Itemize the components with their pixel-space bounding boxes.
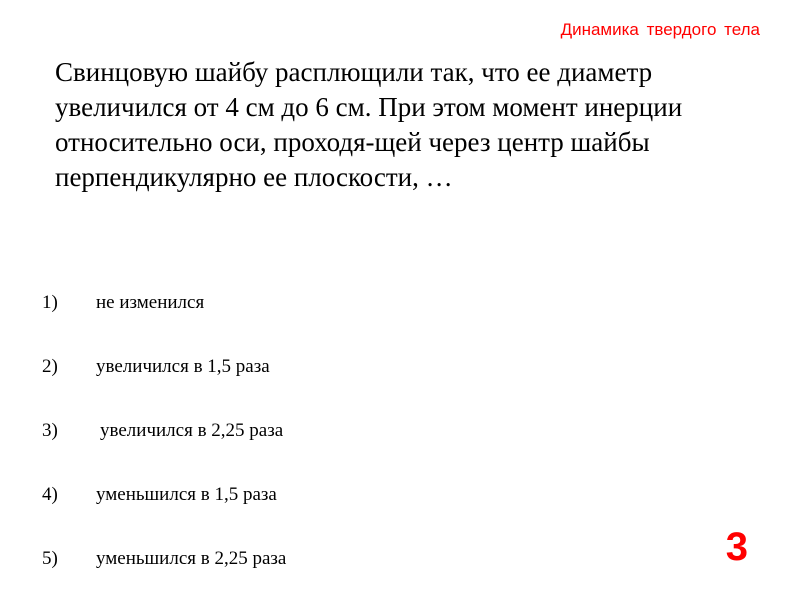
option-number: 3) <box>42 420 58 441</box>
option-text: не изменился <box>96 292 205 313</box>
option-text: уменьшился в 1,5 раза <box>96 484 277 505</box>
answer-option-5 <box>42 543 286 575</box>
answer-option-1 <box>42 287 286 319</box>
answer-option-2 <box>42 351 286 383</box>
topic-title: Динамика твердого тела <box>560 20 760 39</box>
question-text: Свинцовую шайбу расплющили так, что ее диаметр увеличился от 4 см до 6 см. При этом момент инерции относительно оси, проходя-щей через центр шайбы перпендикулярно ее плоскости, … <box>55 57 683 193</box>
answer-options-list <box>42 287 286 575</box>
option-text: увеличился в 1,5 раза <box>96 356 270 377</box>
option-number: 4) <box>42 484 58 505</box>
answer-option-3 <box>42 415 286 447</box>
option-number: 2) <box>42 356 58 377</box>
option-text: увеличился в 2,25 раза <box>100 420 284 441</box>
option-number: 5) <box>42 548 58 569</box>
option-text: уменьшился в 2,25 раза <box>96 548 287 569</box>
answer-option-4 <box>42 479 286 511</box>
option-number: 1) <box>42 292 58 313</box>
correct-answer-number: 3 <box>725 525 748 569</box>
